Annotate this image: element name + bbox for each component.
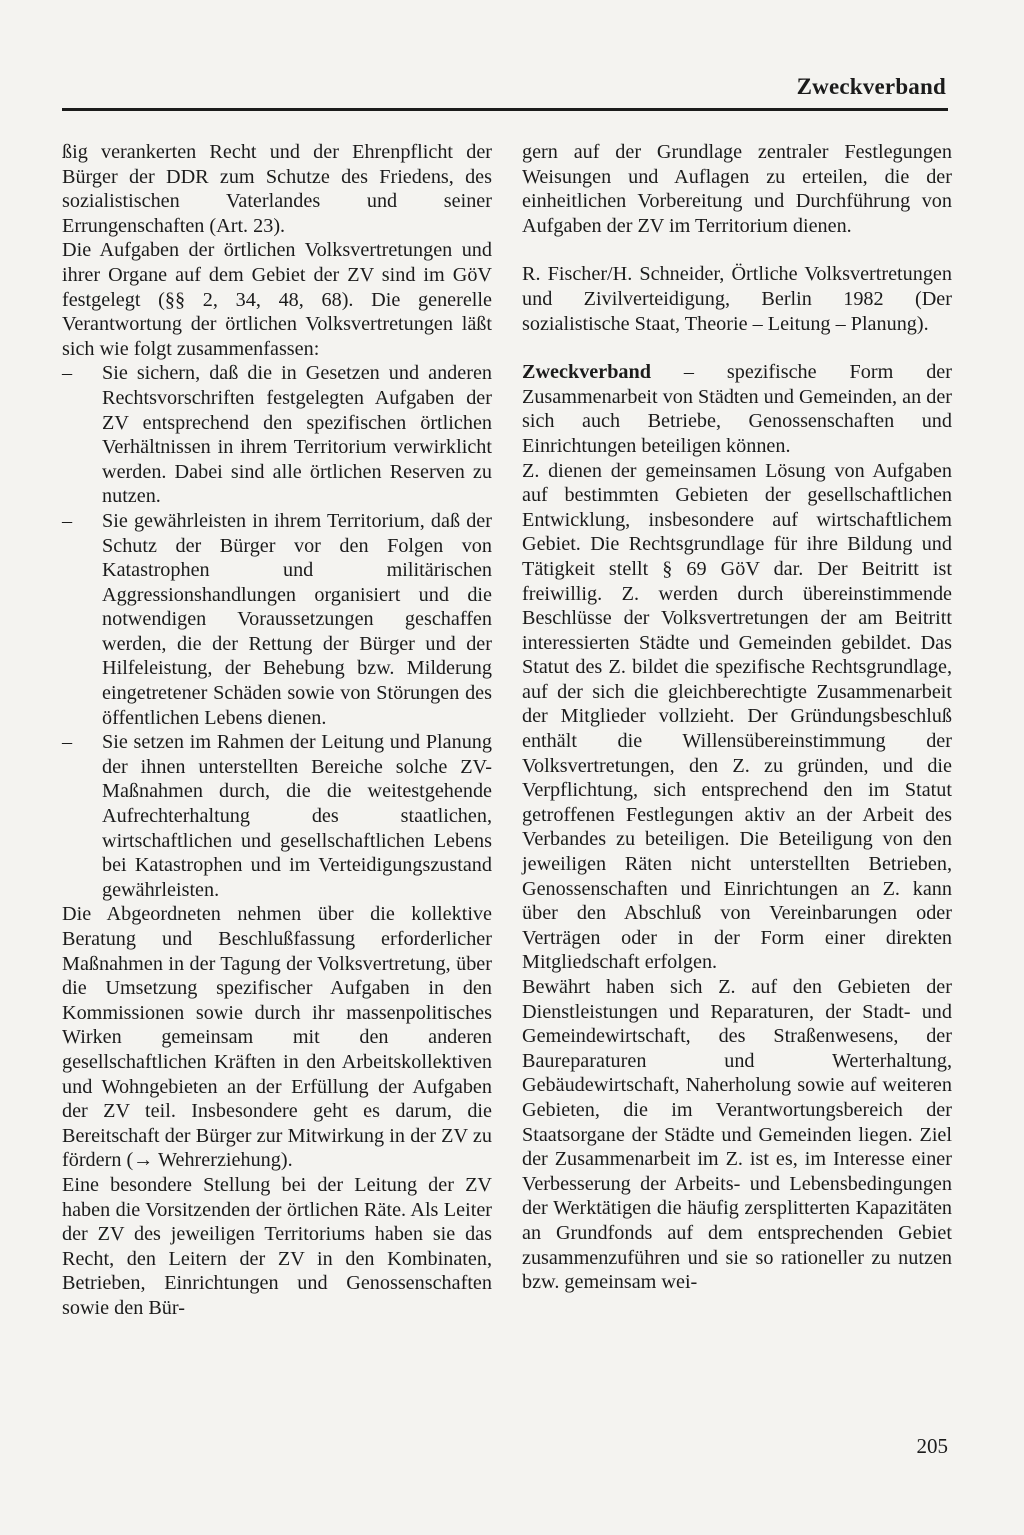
list-item bbox=[62, 730, 492, 902]
dictionary-entry bbox=[522, 360, 952, 458]
list-item-text: Sie gewährleisten in ihrem Territorium, daß der Schutz der Bürger vor den Folgen von Katastrophen und militärischen Aggressionshandlungen organisiert und die notwendigen Voraussetzungen geschaffen werden, die der Rettung der Bürger und der Hilfeleistung, der Behebung bzw. Milderung eingetretener Schäden sowie von Störungen des öffentlichen Lebens dienen. bbox=[102, 509, 492, 729]
paragraph: Z. dienen der gemeinsamen Lösung von Aufgaben auf bestimmten Gebieten der gesellschaftlichen Entwicklung, insbesondere auf wirtschaftlichem Gebiet. Die Rechtsgrundlage für ihre Bildung und Tätigkeit stellt § 69 GöV dar. Der Beitritt ist freiwillig. Z. werden durch übereinstimmende Beschlüsse der Volksvertretungen der am Beitritt interessierten Städte und Gemeinden gebildet. Das Statut des Z. bildet die spezifische Rechtsgrundlage, auf der sich die gleichberechtigte Zusammenarbeit der Mitglieder vollzieht. Der Gründungsbeschluß enthält die Willensübereinstimmung der Volksvertretungen, den Z. zu gründen, und die Verpflichtung, sich entsprechend den im Statut getroffenen Festlegungen aktiv an der Arbeit des Verbandes zu beteiligen. Die Beteiligung von den jeweiligen Räten nicht unterstellten Betrieben, Genossenschaften und Einrichtungen an Z. kann über den Abschluß von Vereinbarungen oder Verträgen oder in der Form einer direkten Mitgliedschaft erfolgen. bbox=[522, 459, 952, 974]
paragraph: Die Aufgaben der örtlichen Volksvertretungen und ihrer Organe auf dem Gebiet der ZV sind im GöV festgelegt (§§ 2, 34, 48, 68). Die generelle Verantwortung der örtlichen Volksvertretungen läßt sich wie folgt zusammenfassen: bbox=[62, 239, 492, 360]
entry-keyword: Zweckverband bbox=[522, 361, 651, 384]
paragraph: Bewährt haben sich Z. auf den Gebieten der Dienstleistungen und Reparaturen, der Stadt- und Gemeindewirtschaft, des Straßenwesens, der Baureparaturen und Werterhaltung, Gebäudewirtschaft, Naherholung sowie auf weiteren Gebieten, die im Verantwortungsbereich der Staatsorgane der Städte und Gemeinden liegen. Ziel der Zusammenarbeit im Z. ist es, im Interesse einer Verbesserung der Arbeits- und Lebensbedingungen der Werktätigen die häufig zersplitterten Kapazitäten an Grundfonds auf dem entsprechenden Gebiet zusammenzuführen und sie so rationeller zu nutzen bzw. gemeinsam wei- bbox=[522, 976, 952, 1294]
list-item-text: Sie setzen im Rahmen der Leitung und Planung der ihnen unterstellten Bereiche solche ZV-Maßnahmen durch, die die weitestgehende Aufrechterhaltung des staatlichen, wirtschaftlichen und gesellschaftlichen Lebens bei Katastrophen und im Verteidigungszustand gewährleisten. bbox=[102, 731, 492, 901]
paragraph: ßig verankerten Recht und der Ehrenpflicht der Bürger der DDR zum Schutze des Friedens, des sozialistischen Vaterlandes und seiner Errungenschaften (Art. 23). bbox=[62, 141, 492, 237]
spacer bbox=[522, 238, 952, 262]
dash-list bbox=[62, 361, 492, 902]
running-head: Zweckverband bbox=[796, 74, 946, 99]
reference-citation: R. Fischer/H. Schneider, Örtliche Volksvertretungen und Zivilverteidigung, Berlin 1982 (Der sozialistische Staat, Theorie – Leitung – Planung). bbox=[522, 263, 952, 335]
paragraph: gern auf der Grundlage zentraler Festlegungen Weisungen und Auflagen zu erteilen, die der einheitlichen Vorbereitung und Durchführung von Aufgaben der ZV im Territorium dienen. bbox=[522, 141, 952, 237]
dash-marker: – bbox=[62, 509, 73, 532]
page-number: 205 bbox=[916, 1434, 948, 1458]
dash-marker: – bbox=[62, 731, 73, 754]
list-item-text: Sie sichern, daß die in Gesetzen und anderen Rechtsvorschriften festgelegten Aufgaben der ZV entsprechend den spezifischen örtlichen Verhältnissen in ihrem Territorium verwirklicht werden. Dabei sind alle örtlichen Reserven zu nutzen. bbox=[102, 362, 492, 508]
paragraph: Die Abgeordneten nehmen über die kollektive Beratung und Beschlußfassung erforderlicher Maßnahmen in der Tagung der Volksvertretung, über die Umsetzung spezifischer Aufgaben in den Kommissionen sowie durch ihr massenpolitisches Wirken gemeinsam mit den anderen gesellschaftlichen Kräften in den Arbeitskollektiven und Wohngebieten an der Erfüllung der Aufgaben der ZV teil. Insbesondere geht es darum, die Bereitschaft der Bürger zur Mitwirkung in der ZV zu fördern (→ Wehrerziehung). bbox=[62, 903, 492, 1172]
list-item bbox=[62, 509, 492, 730]
entry-definition: – spezifische Form der Zusammenarbeit von Städten und Gemeinden, an der sich auch Betriebe, Genossenschaften und Einrichtungen beteiligen können. bbox=[522, 361, 952, 457]
left-column bbox=[62, 140, 492, 1321]
spacer bbox=[522, 336, 952, 360]
right-column bbox=[522, 140, 952, 1295]
header-rule bbox=[62, 108, 948, 111]
paragraph: Eine besondere Stellung bei der Leitung der ZV haben die Vorsitzenden der örtlichen Räte. Als Leiter der ZV des jeweiligen Territoriums haben sie das Recht, den Leitern der ZV in den Kombinaten, Betrieben, Einrichtungen und Genossenschaften sowie den Bür- bbox=[62, 1173, 492, 1319]
list-item bbox=[62, 361, 492, 509]
dash-marker: – bbox=[62, 362, 73, 385]
